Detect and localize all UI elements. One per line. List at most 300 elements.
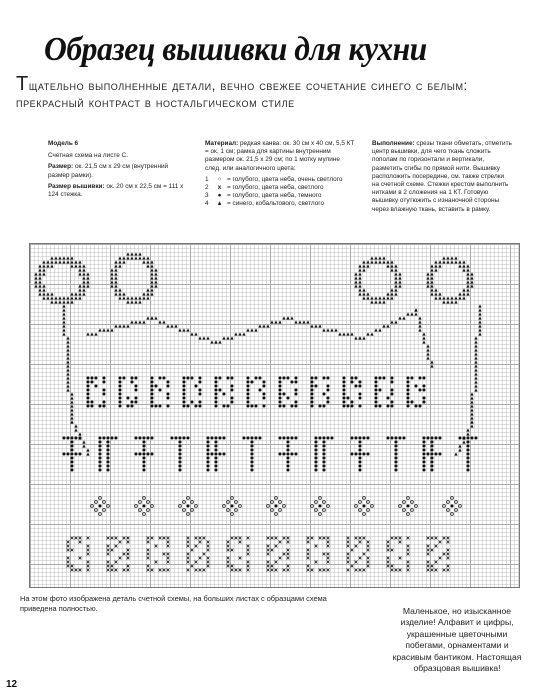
stitch-dot — [247, 377, 250, 380]
stitch-dot — [327, 397, 330, 400]
stitch-triangle — [38, 268, 41, 271]
stitch-triangle — [390, 264, 393, 267]
stitch-cross — [155, 545, 158, 548]
stitch-triangle — [114, 292, 117, 295]
stitch-ring — [235, 501, 238, 504]
stitch-ring — [319, 513, 322, 516]
stitch-triangle — [70, 260, 73, 263]
circle-icon: ○ — [217, 175, 222, 183]
stitch-triangle — [110, 284, 113, 287]
stitch-dot — [395, 457, 398, 460]
stitch-dot — [215, 393, 218, 396]
stitch-cross — [227, 541, 230, 544]
stitch-triangle — [430, 276, 433, 279]
stitch-dot — [363, 453, 366, 456]
stitch-triangle — [114, 276, 117, 279]
stitch-triangle — [70, 296, 73, 299]
stitch-cross — [327, 561, 330, 564]
stitch-triangle — [118, 260, 121, 263]
stitch-triangle — [66, 344, 69, 347]
stitch-dot — [311, 397, 314, 400]
stitch-dot — [423, 389, 426, 392]
stitch-dot — [431, 449, 434, 452]
stitch-triangle — [70, 416, 73, 419]
stitch-dot — [435, 437, 438, 440]
stitch-dot — [327, 401, 330, 404]
stitch-cross — [187, 569, 190, 572]
stitch-triangle — [226, 336, 229, 339]
stitch-triangle — [382, 300, 385, 303]
stitch-triangle — [158, 320, 161, 323]
stitch-ring — [363, 497, 366, 500]
stitch-dot — [143, 445, 146, 448]
stitch-triangle — [118, 324, 121, 327]
stitch-dot — [279, 453, 282, 456]
stitch-dot — [287, 397, 290, 400]
stitch-triangle — [426, 356, 429, 359]
stitch-dot — [139, 453, 142, 456]
stitch-ring — [459, 505, 462, 508]
stitch-triangle — [42, 268, 45, 271]
stitch-dot — [119, 401, 122, 404]
stitch-triangle — [390, 288, 393, 291]
stitch-ring — [191, 509, 194, 512]
stitch-dot — [247, 437, 250, 440]
stitch-triangle — [82, 264, 85, 267]
stitch-cross — [199, 569, 202, 572]
stitch-ring — [371, 505, 374, 508]
stitch-triangle — [378, 300, 381, 303]
stitch-dot — [99, 441, 102, 444]
stitch-dot — [95, 377, 98, 380]
stitch-dot — [251, 445, 254, 448]
material-text: редкая канва: ок. 30 см х 40 см, 5,5 КТ = ок. 1 см; рамка для картины внутренним размером ок. 21,5 х 29 см; по 1 мотку мулине след. или аналогичного цвета: — [205, 140, 355, 172]
stitch-triangle — [394, 276, 397, 279]
stitch-dot — [131, 405, 134, 408]
stitch-cross — [67, 545, 70, 548]
stitch-cross — [123, 569, 126, 572]
stitch-triangle — [134, 252, 137, 255]
stitch-dot — [127, 405, 130, 408]
stitch-triangle — [114, 280, 117, 283]
stitch-ring — [103, 501, 106, 504]
stitch-triangle — [430, 360, 433, 363]
stitch-triangle — [62, 260, 65, 263]
stitch-dot — [283, 437, 286, 440]
stitch-triangle — [358, 276, 361, 279]
stitch-dot — [279, 405, 282, 408]
stitch-cross — [87, 537, 90, 540]
stitch-triangle — [50, 292, 53, 295]
stitch-triangle — [146, 260, 149, 263]
stitch-cross — [395, 537, 398, 540]
stitch-dot — [87, 397, 90, 400]
stitch-cross — [347, 541, 350, 544]
stitch-cross — [163, 537, 166, 540]
stitch-triangle — [230, 336, 233, 339]
stitch-dot — [375, 381, 378, 384]
stitch-triangle — [398, 316, 401, 319]
stitch-cross — [359, 557, 362, 560]
stitch-triangle — [46, 264, 49, 267]
stitch-dot — [423, 437, 426, 440]
stitch-triangle — [390, 260, 393, 263]
stitch-triangle — [134, 256, 137, 259]
stitch-triangle — [238, 332, 241, 335]
stitch-triangle — [70, 300, 73, 303]
stitch-dot — [295, 381, 298, 384]
stitch-dot — [287, 457, 290, 460]
stitch-triangle — [442, 296, 445, 299]
stitch-cross — [435, 537, 438, 540]
stitch-dot — [119, 397, 122, 400]
stitch-cross — [271, 569, 274, 572]
stitch-cross — [67, 541, 70, 544]
stitch-cross — [111, 569, 114, 572]
stitch-triangle — [74, 428, 77, 431]
stitch-cross — [267, 569, 270, 572]
stitch-dot — [179, 441, 182, 444]
stitch-dot — [415, 405, 418, 408]
stitch-dot — [295, 393, 298, 396]
stitch-cross — [355, 537, 358, 540]
stitch-triangle — [474, 352, 477, 355]
execution-text: срезы ткани обметать, отметить центр вышивки, для чего ткань сложить пополам по горизонтали и вертикали, разметить сгибы по прямой нити. Вышивку расположить посередине, см. также стрелки на счетной схеме. Стежки крестом выполнить нитками в 2 сложения на 1 КТ. Готовую вышивку отутюжить с изнаночной стороны через влажную ткань, вставить в рамку. — [372, 140, 512, 213]
stitch-dot — [407, 401, 410, 404]
stitch-cross — [207, 549, 210, 552]
stitch-triangle — [178, 328, 181, 331]
stitch-cross — [127, 541, 130, 544]
stitch-triangle — [154, 276, 157, 279]
stitch-dot — [387, 437, 390, 440]
stitch-dot — [151, 393, 154, 396]
stitch-triangle — [54, 300, 57, 303]
stitch-dot — [247, 401, 250, 404]
stitch-triangle — [38, 272, 41, 275]
stitch-cross — [427, 561, 430, 564]
stitch-triangle — [450, 296, 453, 299]
stitch-dot — [315, 441, 318, 444]
stitch-dot — [355, 377, 358, 380]
stitch-dot — [179, 457, 182, 460]
stitch-cross — [67, 561, 70, 564]
stitch-ring — [443, 505, 446, 508]
stitch-cross — [127, 565, 130, 568]
stitch-ring — [279, 509, 282, 512]
stitch-triangle — [438, 264, 441, 267]
stitch-ring — [279, 501, 282, 504]
stitch-dot — [99, 405, 102, 408]
stitch-triangle — [114, 324, 117, 327]
stitch-dot — [151, 437, 154, 440]
stitch-triangle — [354, 284, 357, 287]
stitch-cross — [307, 565, 310, 568]
stitch-cross — [283, 537, 286, 540]
stitch-triangle — [466, 284, 469, 287]
stitch-dot — [255, 377, 258, 380]
stitch-cross — [347, 561, 350, 564]
stitch-cross — [167, 557, 170, 560]
stitch-cross — [347, 557, 350, 560]
stitch-dot — [119, 381, 122, 384]
stitch-dot — [247, 405, 250, 408]
stitch-dot — [247, 389, 250, 392]
stitch-ring — [99, 497, 102, 500]
stitch-triangle — [434, 264, 437, 267]
stitch-cross — [355, 561, 358, 564]
stitch-dot — [215, 389, 218, 392]
stitch-ring — [231, 497, 234, 500]
stitch-dot — [407, 405, 410, 408]
stitch-triangle — [118, 292, 121, 295]
stitch-dot — [283, 377, 286, 380]
stitch-cross — [147, 553, 150, 556]
stitch-triangle — [398, 284, 401, 287]
stitch-cross — [151, 569, 154, 572]
stitch-ring — [183, 509, 186, 512]
stitch-ring — [407, 513, 410, 516]
stitch-cross — [87, 553, 90, 556]
stitch-dot — [375, 401, 378, 404]
stitch-dot — [407, 381, 410, 384]
stitch-cross — [107, 553, 110, 556]
stitch-dot — [323, 465, 326, 468]
stitch-dot — [323, 461, 326, 464]
stitch-cross — [287, 537, 290, 540]
stitch-dot — [91, 401, 94, 404]
stitch-triangle — [470, 416, 473, 419]
stitch-cross — [167, 541, 170, 544]
stitch-triangle — [206, 336, 209, 339]
stitch-cross — [163, 569, 166, 572]
stitch-triangle — [234, 332, 237, 335]
stitch-cross — [447, 553, 450, 556]
stitch-cross — [351, 565, 354, 568]
stitch-triangle — [362, 268, 365, 271]
stitch-dot — [183, 393, 186, 396]
stitch-cross — [287, 569, 290, 572]
stitch-dot — [391, 381, 394, 384]
stitch-cross — [227, 557, 230, 560]
stitch-dot — [407, 385, 410, 388]
stitch-dot — [79, 453, 82, 456]
stitch-triangle — [406, 312, 409, 315]
stitch-dot — [151, 397, 154, 400]
stitch-triangle — [126, 300, 129, 303]
stitch-triangle — [358, 268, 361, 271]
stitch-dot — [419, 405, 422, 408]
stitch-triangle — [66, 352, 69, 355]
stitch-dot — [431, 461, 434, 464]
stitch-dot — [435, 453, 438, 456]
stitch-dot — [395, 461, 398, 464]
stitch-dot — [247, 385, 250, 388]
stitch-cross — [167, 561, 170, 564]
stitch-dot — [223, 437, 226, 440]
stitch-dot — [251, 405, 254, 408]
stitch-triangle — [150, 316, 153, 319]
stitch-dot — [351, 377, 354, 380]
stitch-cross — [431, 565, 434, 568]
stitch-dot — [279, 397, 282, 400]
stitch-dot — [383, 377, 386, 380]
stitch-dot — [391, 377, 394, 380]
stitch-triangle — [66, 388, 69, 391]
stitch-cross — [287, 549, 290, 552]
stitch-ring — [315, 501, 318, 504]
stitch-cross — [247, 561, 250, 564]
stitch-triangle — [474, 348, 477, 351]
stitch-dot — [87, 377, 90, 380]
stitch-cross — [147, 569, 150, 572]
stitch-dot — [391, 393, 394, 396]
stitch-triangle — [478, 304, 481, 307]
stitch-triangle — [130, 252, 133, 255]
stitch-dot — [359, 453, 362, 456]
stitch-triangle — [58, 256, 61, 259]
stitch-triangle — [466, 288, 469, 291]
stitch-dot — [119, 405, 122, 408]
stitch-triangle — [478, 328, 481, 331]
stitch-dot — [87, 393, 90, 396]
stitch-triangle — [394, 292, 397, 295]
stitch-dot — [407, 393, 410, 396]
stitch-cross — [207, 561, 210, 564]
stitch-dot — [375, 405, 378, 408]
stitch-dot — [467, 457, 470, 460]
stitch-cross — [287, 541, 290, 544]
stitch-triangle — [354, 336, 357, 339]
stitch-dot — [311, 389, 314, 392]
stitch-cross — [307, 549, 310, 552]
stitch-triangle — [342, 332, 345, 335]
stitch-triangle — [138, 300, 141, 303]
stitch-cross — [427, 537, 430, 540]
stitch-ring — [191, 501, 194, 504]
stitch-cross — [279, 541, 282, 544]
stitch-dot — [323, 449, 326, 452]
stitch-ring — [415, 505, 418, 508]
stitch-dot — [215, 457, 218, 460]
stitch-triangle — [466, 268, 469, 271]
stitch-triangle — [90, 332, 93, 335]
triangle-icon: ▲ — [216, 200, 223, 208]
stitch-triangle — [82, 292, 85, 295]
stitch-triangle — [370, 256, 373, 259]
stitch-triangle — [86, 448, 89, 451]
stitch-dot — [279, 437, 282, 440]
stitch-triangle — [474, 340, 477, 343]
stitch-cross — [247, 545, 250, 548]
stitch-ring — [183, 501, 186, 504]
stitch-triangle — [398, 272, 401, 275]
stitch-triangle — [374, 256, 377, 259]
stitch-dot — [99, 453, 102, 456]
stitch-dot — [247, 393, 250, 396]
stitch-triangle — [282, 316, 285, 319]
stitch-triangle — [78, 284, 81, 287]
stitch-triangle — [434, 260, 437, 263]
stitch-dot — [179, 465, 182, 468]
stitch-dot — [183, 405, 186, 408]
stitch-triangle — [254, 328, 257, 331]
stitch-triangle — [86, 280, 89, 283]
stitch-triangle — [262, 324, 265, 327]
stitch-dot — [291, 381, 294, 384]
stitch-cross — [107, 549, 110, 552]
stitch-dot — [167, 397, 170, 400]
legend-text: = голубого, цвета неба, светлого — [227, 184, 324, 192]
stitch-dot — [187, 377, 190, 380]
stitch-dot — [143, 453, 146, 456]
stitch-triangle — [470, 412, 473, 415]
stitch-ring — [323, 501, 326, 504]
stitch-dot — [411, 377, 414, 380]
stitch-cross — [235, 569, 238, 572]
stitch-triangle — [62, 324, 65, 327]
stitch-triangle — [86, 272, 89, 275]
stitch-triangle — [470, 272, 473, 275]
stitch-cross — [207, 565, 210, 568]
stitch-dot — [99, 449, 102, 452]
stitch-dot — [359, 441, 362, 444]
stitch-dot — [315, 461, 318, 464]
stitch-cross — [67, 565, 70, 568]
stitch-triangle — [366, 260, 369, 263]
stitch-triangle — [82, 268, 85, 271]
stitch-ring — [231, 513, 234, 516]
stitch-dot — [359, 461, 362, 464]
stitch-triangle — [210, 340, 213, 343]
stitch-cross — [439, 541, 442, 544]
stitch-dot — [207, 441, 210, 444]
stitch-cross — [267, 549, 270, 552]
stitch-cross — [311, 537, 314, 540]
stitch-triangle — [146, 316, 149, 319]
stitch-dot — [279, 393, 282, 396]
stitch-ring — [399, 505, 402, 508]
stitch-dot — [315, 385, 318, 388]
stitch-cross — [391, 537, 394, 540]
stitch-dot — [359, 445, 362, 448]
stitch-dot — [467, 449, 470, 452]
stitch-triangle — [474, 344, 477, 347]
stitch-dot — [215, 405, 218, 408]
stitch-triangle — [74, 260, 77, 263]
stitch-triangle — [394, 268, 397, 271]
stitch-triangle — [474, 356, 477, 359]
stitch-ring — [227, 501, 230, 504]
stitch-cross — [307, 537, 310, 540]
stitch-triangle — [122, 292, 125, 295]
stitch-cross — [195, 545, 198, 548]
stitch-dot — [363, 505, 366, 508]
stitch-dot — [71, 457, 74, 460]
stitch-dot — [215, 469, 218, 472]
stitch-dot — [423, 465, 426, 468]
stitch-dot — [103, 405, 106, 408]
stitch-dot — [111, 437, 114, 440]
stitch-triangle — [78, 292, 81, 295]
stitch-dot — [367, 437, 370, 440]
stitch-triangle — [258, 324, 261, 327]
stitch-dot — [135, 453, 138, 456]
stitch-dot — [151, 385, 154, 388]
stitch-triangle — [58, 300, 61, 303]
stitch-dot — [135, 385, 138, 388]
stitch-dot — [211, 437, 214, 440]
stitch-cross — [115, 569, 118, 572]
